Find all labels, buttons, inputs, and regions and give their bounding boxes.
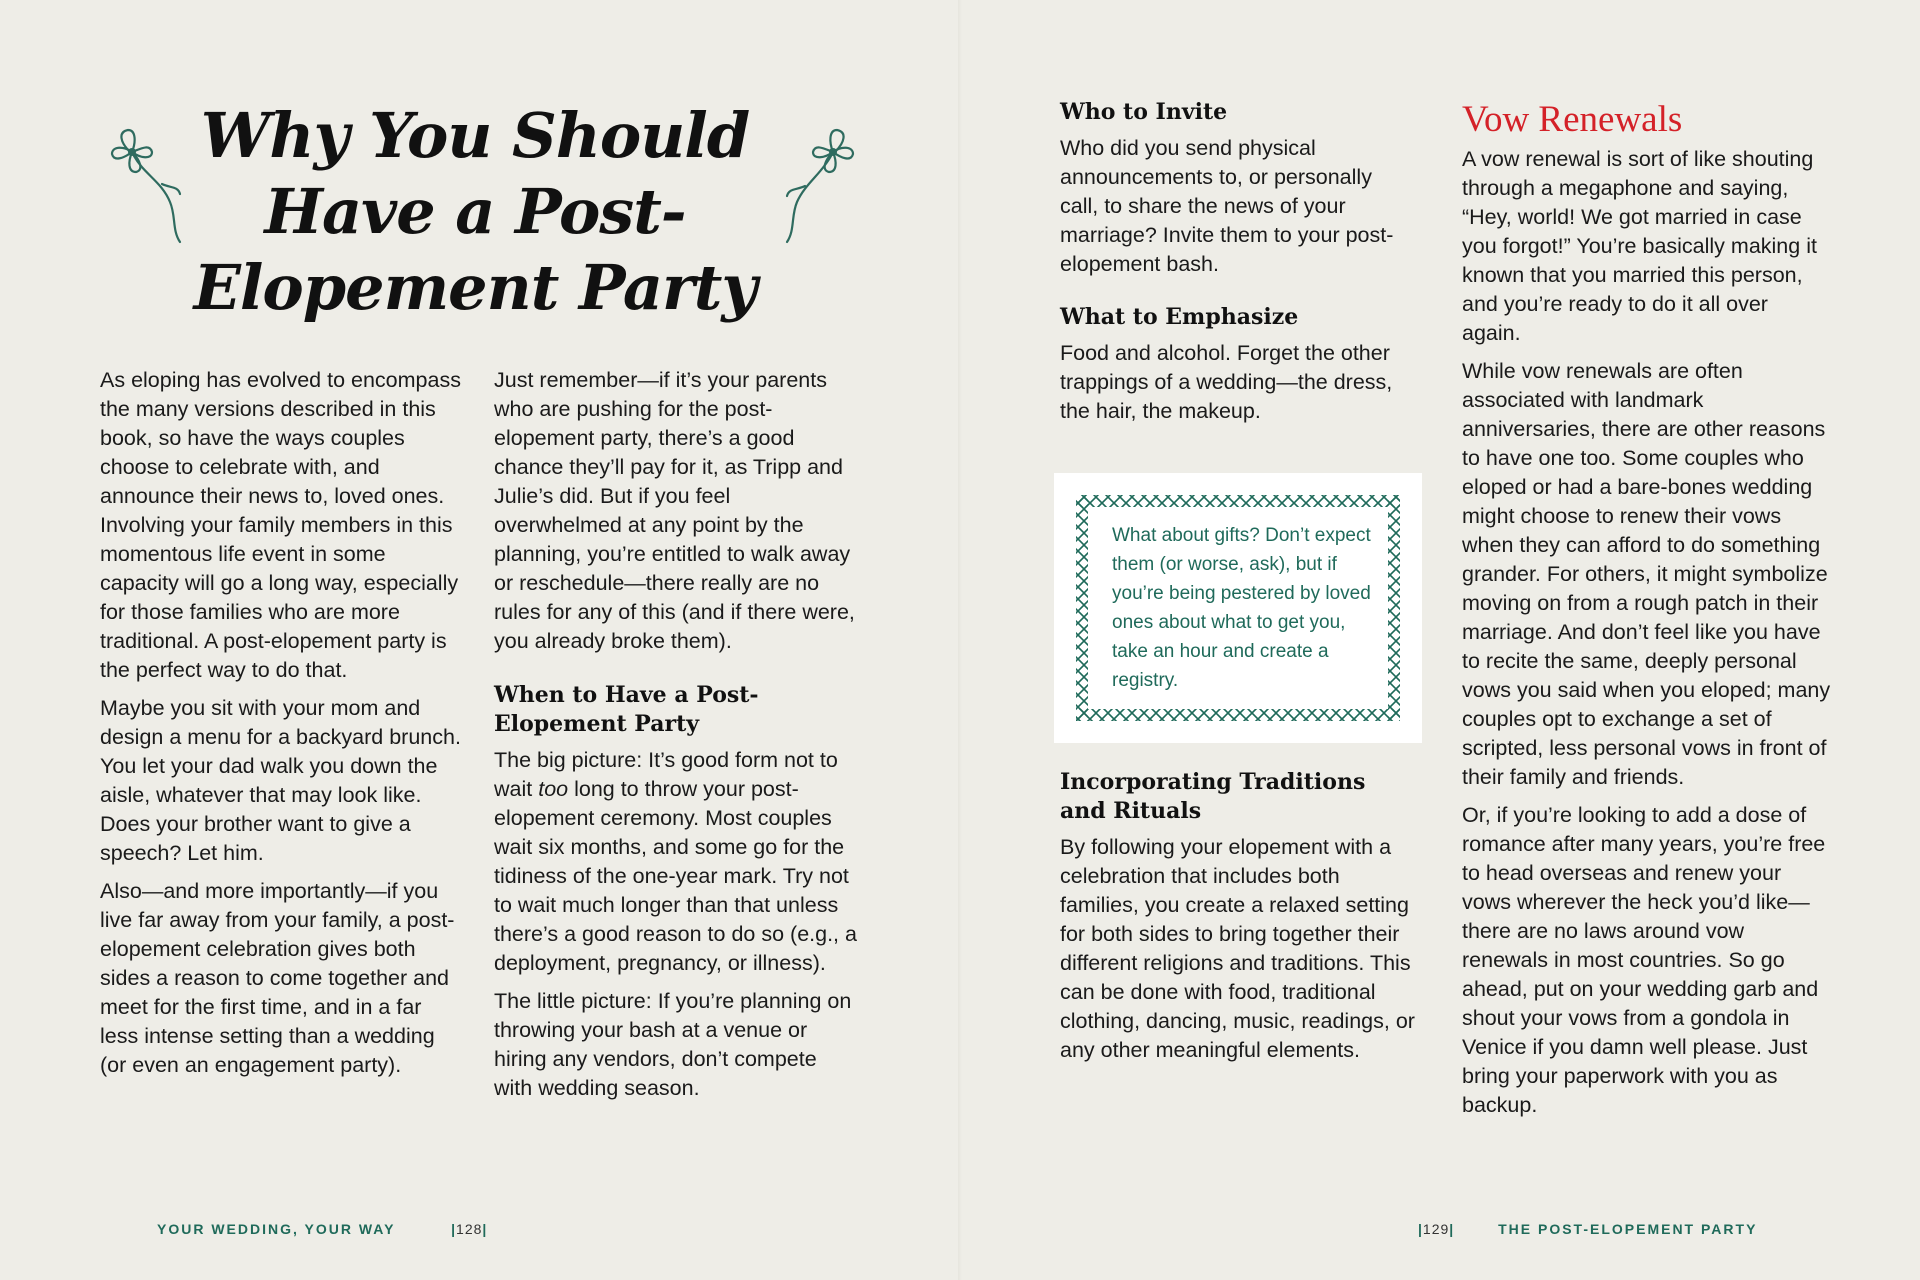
paragraph <box>494 746 859 978</box>
gifts-callout-box <box>1054 473 1422 743</box>
title-line: Why You Should <box>200 99 750 172</box>
footer-right <box>1418 1221 1757 1237</box>
page-number-right: |129| <box>1418 1221 1455 1237</box>
left-column-2 <box>494 366 859 1112</box>
left-column-1 <box>100 366 465 1089</box>
paragraph: Also—and more importantly—if you live far away from your family, a post-elopement celebration gives both sides a reason to come together and meet for the first time, and in a far less intense setting than a wedding (or even an engagement party). <box>100 879 455 1077</box>
title-line: Elopement Party <box>193 251 757 324</box>
paragraph: The little picture: If you’re planning on throwing your bash at a venue or hiring any vendors, don’t compete with wedding season. <box>494 989 852 1100</box>
callout-text: What about gifts? Don’t expect them (or worse, ask), but if you’re being pestered by loved ones about what to get you, take an hour and create a registry. <box>1112 525 1371 691</box>
text-run: The big picture: It’s good form not to wait <box>494 748 838 801</box>
running-head-right: THE POST-ELOPEMENT PARTY <box>1498 1221 1758 1237</box>
page-number-text: 129 <box>1422 1221 1450 1237</box>
title-line: Have a Post- <box>264 175 686 248</box>
right-column-1 <box>1060 98 1415 435</box>
section-heading-emphasize: What to Emphasize <box>1060 304 1299 330</box>
page-gutter <box>958 0 962 1280</box>
right-column-2 <box>1462 98 1832 1129</box>
section-heading-traditions: Incorporating Traditions and Rituals <box>1060 769 1366 824</box>
section-heading-vow-renewals: Vow Renewals <box>1462 99 1683 140</box>
paragraph: Food and alcohol. Forget the other trappings of a wedding—the dress, the hair, the makeup. <box>1060 341 1393 423</box>
section-heading-invite: Who to Invite <box>1060 99 1228 125</box>
running-head-left: YOUR WEDDING, YOUR WAY <box>157 1221 396 1237</box>
paragraph: Just remember—if it’s your parents who are pushing for the post-elopement party, there’s a good chance they’ll pay for it, as Tripp and Julie’s did. But if you feel overwhelmed at any point by the planning, you’re entitled to walk away or reschedule—there really are no rules for any of this (and if there were, you already broke them). <box>494 368 855 653</box>
paragraph: As eloping has evolved to encompass the many versions described in this book, so have the ways couples choose to celebrate with, and announce their news to, loved ones. Involving your family members in this momentous life event in some capacity will go a long way, especially for those families who are more traditional. A post-elopement party is the perfect way to do that. <box>100 368 461 682</box>
paragraph: Maybe you sit with your mom and design a menu for a backyard brunch. You let your dad walk you down the aisle, whatever that may look like. Does your brother want to give a speech? Let him. <box>100 696 461 865</box>
paragraph: Or, if you’re looking to add a dose of romance after many years, you’re free to head overseas and renew your vows wherever the heck you’d like—there are no laws around vow renewals in most countries. So go ahead, put on your wedding garb and shout your vows from a gondola in Venice if you damn well please. Just bring your paperwork with you as backup. <box>1462 803 1826 1117</box>
text-run: long to throw your post-elopement ceremony. Most couples wait six months, and some go for the tidiness of the one-year mark. Try not to wait much longer than that unless there’s a good reason to do so (e.g., a deployment, pregnancy, or illness). <box>494 777 857 975</box>
page-title <box>150 98 800 326</box>
footer-left <box>157 1221 487 1237</box>
page-number-left: |128| <box>451 1221 488 1237</box>
section-heading-when: When to Have a Post-Elopement Party <box>494 682 759 737</box>
page-number-text: 128 <box>456 1221 483 1237</box>
emphasis-text: too <box>538 777 569 801</box>
traditions-section <box>1060 768 1415 1065</box>
paragraph: A vow renewal is sort of like shouting through a megaphone and saying, “Hey, world! We got married in case you forgot!” You’re basically making it known that you married this person, and you’re ready to do it all over again. <box>1462 147 1817 345</box>
paragraph: By following your elopement with a celebration that includes both families, you create a relaxed setting for both sides to bring together their different religions and traditions. This can be done with food, traditional clothing, dancing, music, readings, or any other meaningful elements. <box>1060 835 1415 1062</box>
paragraph: Who did you send physical announcements to, or personally call, to share the news of your marriage? Invite them to your post-elopement bash. <box>1060 136 1394 276</box>
paragraph: While vow renewals are often associated with landmark anniversaries, there are other reasons to have one too. Some couples who eloped or had a bare-bones wedding might choose to renew their vows when they can afford to do something grander. For others, it might symbolize moving on from a rough patch in their marriage. And don’t feel like you have to recite the same, deeply personal vows you said when you eloped; many couples opt to exchange a set of scripted, less personal vows in front of their family and friends. <box>1462 359 1831 789</box>
